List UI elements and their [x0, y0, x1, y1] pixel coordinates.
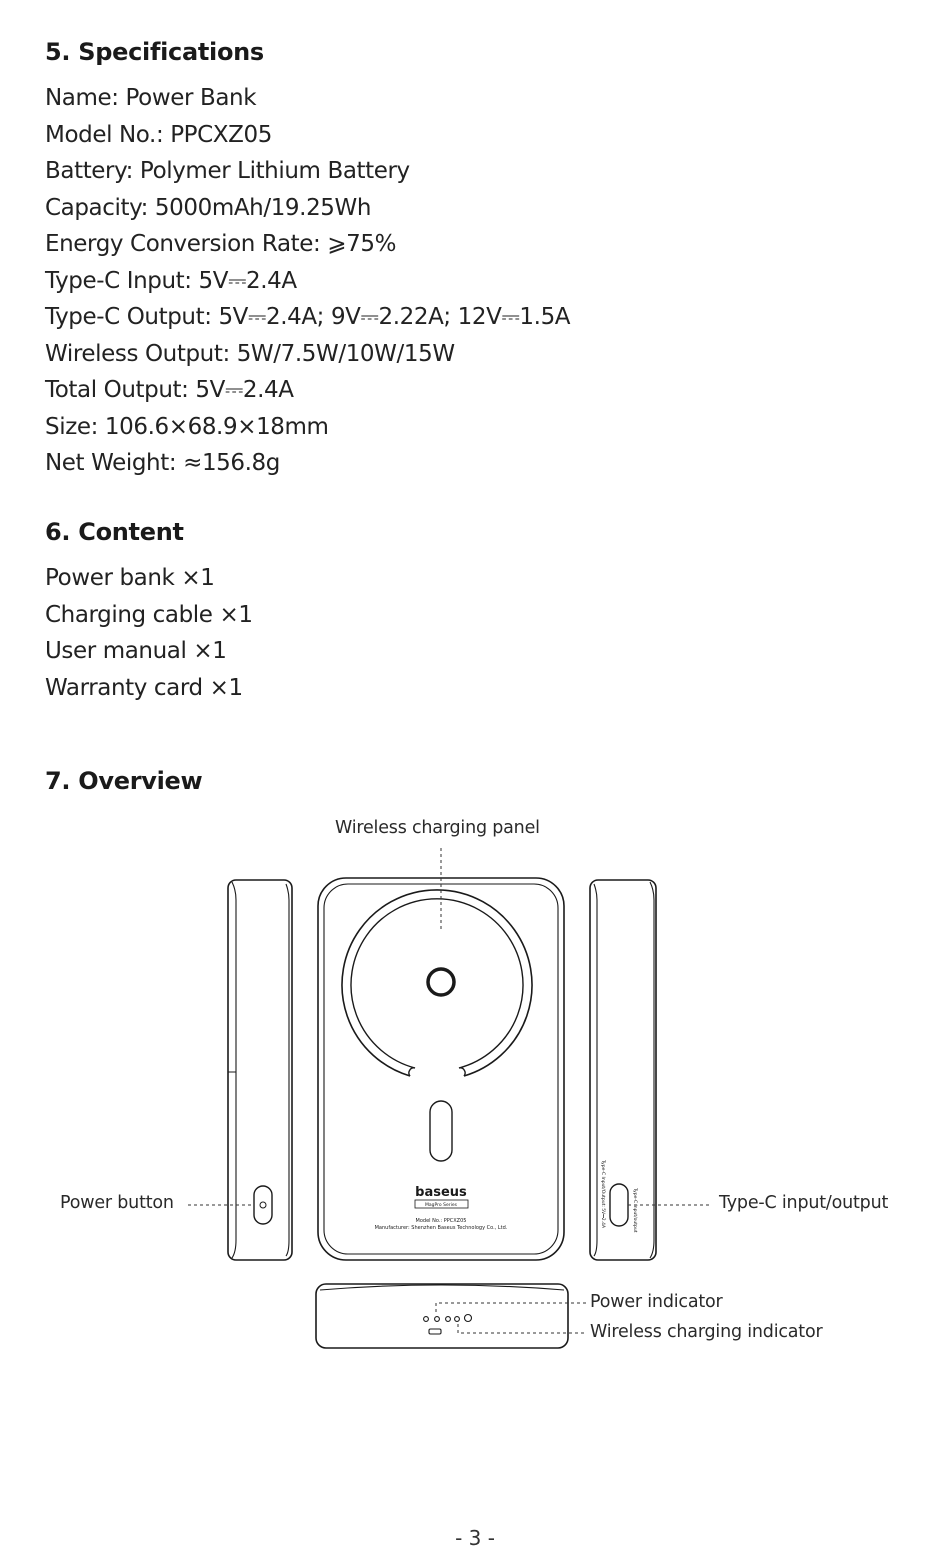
spec-wireless-output: Wireless Output: 5W/7.5W/10W/15W — [45, 340, 455, 367]
manufacturer-text: Manufacturer: Shenzhen Baseus Technology Co., Ltd. — [374, 1225, 508, 1231]
callout-type-c: Type-C input/output — [719, 1193, 889, 1213]
button-mark-icon — [465, 1315, 472, 1322]
spec-conversion-rate: Energy Conversion Rate: ⩾75% — [45, 231, 397, 257]
spec-size: Size: 106.6×68.9×18mm — [45, 413, 329, 440]
magnetic-ring-icon — [342, 890, 532, 1076]
center-logo-icon — [428, 969, 454, 995]
power-indicator-led — [446, 1317, 451, 1322]
callout-power-button: Power button — [60, 1193, 174, 1213]
power-indicator-led — [435, 1317, 440, 1322]
side-print-text: Type-C input/output — [632, 1188, 637, 1233]
callout-wireless-panel: Wireless charging panel — [335, 818, 540, 838]
power-indicator-led — [455, 1317, 460, 1322]
spec-name: Name: Power Bank — [45, 85, 257, 111]
spec-total-output: Total Output: 5V⎓2.4A — [45, 377, 294, 403]
left-side-view — [228, 880, 292, 1260]
brand-logo: baseus — [415, 1185, 467, 1200]
bottom-view — [316, 1284, 568, 1348]
content-item: Charging cable ×1 — [45, 601, 253, 628]
page-number: - 3 - — [455, 1526, 495, 1550]
power-indicator-led — [424, 1317, 429, 1322]
type-c-port-icon — [610, 1184, 628, 1226]
power-button-icon — [254, 1186, 272, 1224]
content-heading: 6. Content — [45, 518, 184, 546]
spec-typec-output: Type-C Output: 5V⎓2.4A; 9V⎓2.22A; 12V⎓1.5A — [45, 304, 571, 330]
slot-icon — [430, 1101, 452, 1161]
right-side-view — [590, 880, 656, 1260]
spec-net-weight: Net Weight: ≈156.8g — [45, 450, 280, 476]
leader-power-indicator — [436, 1303, 586, 1312]
spec-battery: Battery: Polymer Lithium Battery — [45, 158, 410, 184]
overview-heading: 7. Overview — [45, 767, 203, 795]
content-item: Warranty card ×1 — [45, 674, 243, 701]
spec-model: Model No.: PPCXZ05 — [45, 121, 272, 148]
callout-power-indicator: Power indicator — [590, 1292, 723, 1312]
content-item: User manual ×1 — [45, 638, 227, 664]
series-text: MagPro Series — [425, 1203, 457, 1208]
callout-wireless-indicator: Wireless charging indicator — [590, 1322, 823, 1342]
spec-capacity: Capacity: 5000mAh/19.25Wh — [45, 194, 372, 221]
side-print-text: Type-C Input/Output: 5V⎓2.4A — [600, 1160, 605, 1229]
spec-typec-input: Type-C Input: 5V⎓2.4A — [45, 267, 297, 294]
content-item: Power bank ×1 — [45, 565, 215, 591]
specifications-heading: 5. Specifications — [45, 38, 264, 66]
leader-wireless-indicator — [458, 1324, 586, 1333]
wireless-indicator-led — [429, 1329, 441, 1334]
model-text: Model No.: PPCXZ05 — [415, 1218, 467, 1224]
